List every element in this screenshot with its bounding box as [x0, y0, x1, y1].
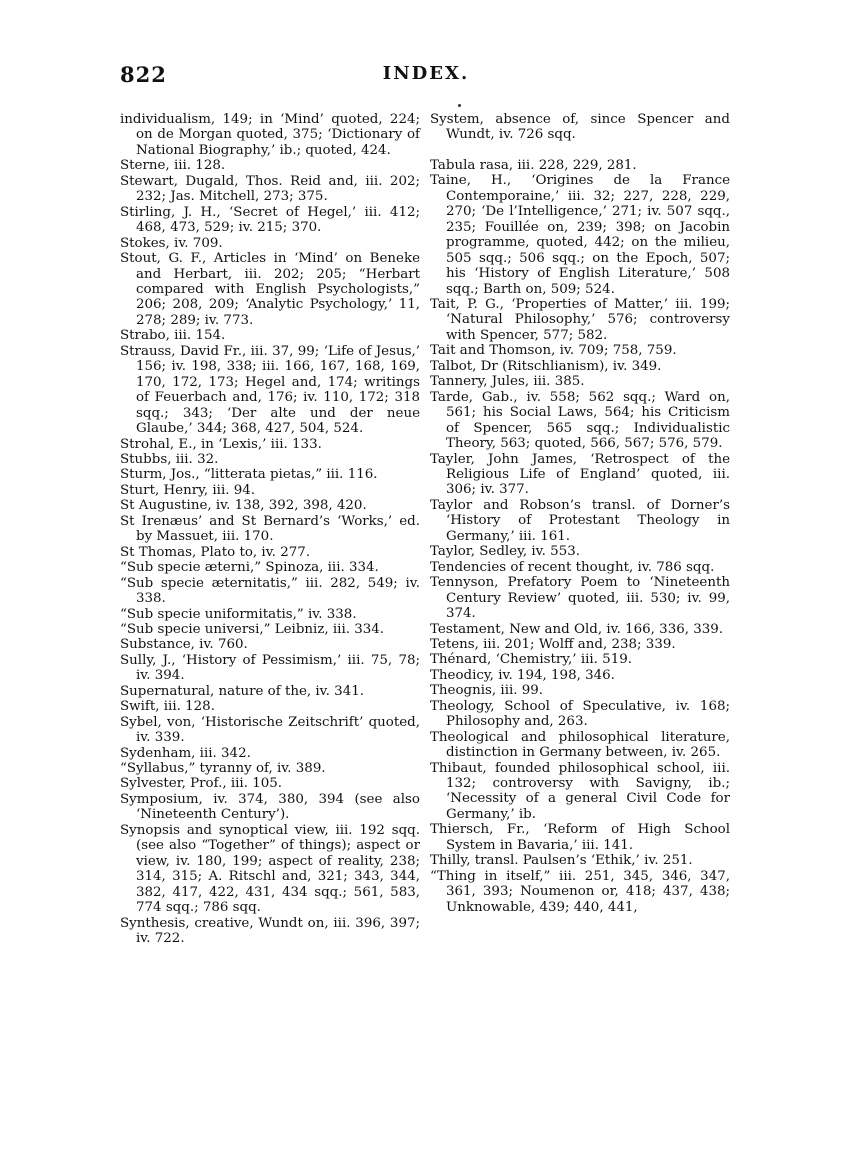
index-entry: Supernatural, nature of the, iv. 341. — [120, 683, 364, 699]
index-entry: Sylvester, Prof., iii. 105. — [120, 776, 283, 792]
index-entry: “Sub specie æternitatis,” iii. 282, 549; iv. 338. — [120, 575, 420, 607]
index-entry: “Sub specie universi,” Leibniz, iii. 334. — [120, 621, 385, 637]
index-entry: Tetens, iii. 201; Wolff and, 238; 339. — [430, 636, 676, 652]
index-entry: Swift, iii. 128. — [120, 699, 215, 715]
index-entry: Theognis, iii. 99. — [430, 683, 544, 699]
page-number: 822 — [120, 62, 167, 87]
index-entry: Theodicy, iv. 194, 198, 346. — [430, 667, 615, 683]
index-entry: St Irenæus’ and St Bernard’s ‘Works,’ ed. by Massuet, iii. 170. — [120, 513, 420, 545]
page-title: INDEX. — [382, 63, 470, 84]
index-entry: individualism, 149; in ‘Mind’ quoted, 224; on de Morgan quoted, 375; ‘Dictionary of National Biography,’ ib.; quoted, 424. — [120, 112, 420, 158]
index-entry: Strohal, E., in ‘Lexis,’ iii. 133. — [120, 436, 322, 452]
index-entry: “Sub specie uniformitatis,” iv. 338. — [120, 606, 357, 622]
index-entry: Testament, New and Old, iv. 166, 336, 339. — [430, 621, 724, 637]
index-entry: “Sub specie æterni,” Spinoza, iii. 334. — [120, 560, 379, 576]
page-header — [120, 62, 732, 92]
index-entry: Strauss, David Fr., iii. 37, 99; ‘Life of Jesus,’ 156; iv. 198, 338; iii. 166, 167, 168, 169, 170, 172, 173; Hegel and, 174; writings of Feuerbach and, 176; iv. 110, 172; 318 sqq.; 343; ‘Der alte und der neue Glaube,’ 344; 368, 427, 504, 524. — [120, 343, 420, 437]
index-entry: Thilly, transl. Paulsen’s ‘Ethik,’ iv. 251. — [430, 853, 693, 869]
index-entry: Sterne, iii. 128. — [120, 158, 226, 174]
index-entry: Theological and philosophical literature, distinction in Germany between, iv. 265. — [430, 729, 730, 761]
index-entry: Tait and Thomson, iv. 709; 758, 759. — [430, 343, 677, 359]
index-column-left — [120, 112, 420, 946]
index-entry: Sturt, Henry, iii. 94. — [120, 482, 256, 498]
index-entry: Thénard, ‘Chemistry,’ iii. 519. — [430, 652, 632, 668]
index-entry: Synthesis, creative, Wundt on, iii. 396, 397; iv. 722. — [120, 915, 420, 947]
index-entry: Sully, J., ‘History of Pessimism,’ iii. 75, 78; iv. 394. — [120, 652, 420, 684]
index-entry: Symposium, iv. 374, 380, 394 (see also ‘Nineteenth Century’). — [120, 791, 420, 823]
index-entry: Synopsis and synoptical view, iii. 192 sqq. (see also “Together” of things); aspect or view, iv. 180, 199; aspect of reality, 238; 314, 315; A. Ritschl and, 321; 343, 344, 382, 417, 422, 431, 434 sqq.; 561, 583, 774 sqq.; 786 sqq. — [120, 822, 420, 916]
index-entry: Taylor and Robson’s transl. of Dorner’s ‘History of Protestant Theology in Germany,’ iii. 161. — [430, 497, 730, 544]
index-entry: Tarde, Gab., iv. 558; 562 sqq.; Ward on, 561; his Social Laws, 564; his Criticism of Spencer, 565 sqq.; Individualistic Theory, 563; quoted, 566, 567; 576, 579. — [430, 389, 730, 452]
index-entry: Sydenham, iii. 342. — [120, 745, 251, 761]
index-entry: Theology, School of Speculative, iv. 168; Philosophy and, 263. — [430, 698, 730, 730]
index-entry: Thibaut, founded philosophical school, iii. 132; controversy with Savigny, ib.; ‘Necessity of a general Civil Code for Germany,’ ib. — [430, 760, 730, 822]
section-gap — [430, 143, 730, 158]
print-speck — [458, 104, 461, 107]
index-entry: Tabula rasa, iii. 228, 229, 281. — [430, 157, 637, 173]
index-entry: Taylor, Sedley, iv. 553. — [430, 544, 580, 560]
index-entry: Stokes, iv. 709. — [120, 235, 223, 251]
index-entry: Tayler, John James, ‘Retrospect of the Religious Life of England’ quoted, iii. 306; iv. 377. — [430, 451, 730, 498]
index-entry: Talbot, Dr (Ritschlianism), iv. 349. — [430, 358, 662, 374]
index-entry: System, absence of, since Spencer and Wundt, iv. 726 sqq. — [430, 112, 730, 143]
index-entry: Taine, H., ‘Origines de la France Contemporaine,’ iii. 32; 227, 228, 229, 270; ‘De l’Intelligence,’ 271; iv. 507 sqq., 235; Fouillée on, 239; 398; on Jacobin programme, quoted, 442; on the milieu, 505 sqq.; 506 sqq.; on the Epoch, 507; his ‘History of English Literature,’ 508 sqq.; Barth on, 509; 524. — [430, 173, 730, 297]
index-entry: “Syllabus,” tyranny of, iv. 389. — [120, 761, 326, 777]
index-entry: St Augustine, iv. 138, 392, 398, 420. — [120, 498, 367, 514]
index-entry: Tait, P. G., ‘Properties of Matter,’ iii. 199; ‘Natural Philosophy,’ 576; controversy with Spencer, 577; 582. — [430, 296, 730, 343]
index-entry: Stout, G. F., Articles in ‘Mind’ on Beneke and Herbart, iii. 202; 205; “Herbart compared with English Psychologists,” 206; 208, 209; ‘Analytic Psychology,’ 11, 278; 289; iv. 773. — [120, 251, 420, 328]
index-entry: Stirling, J. H., ‘Secret of Hegel,’ iii. 412; 468, 473, 529; iv. 215; 370. — [120, 204, 420, 236]
index-entry: St Thomas, Plato to, iv. 277. — [120, 544, 311, 560]
index-column-right — [430, 112, 730, 915]
index-entry: Sturm, Jos., “litterata pietas,” iii. 116. — [120, 467, 378, 483]
index-entry: Tennyson, Prefatory Poem to ‘Nineteenth Century Review’ quoted, iii. 530; iv. 99, 374. — [430, 575, 730, 622]
index-entry: Strabo, iii. 154. — [120, 328, 226, 344]
index-entry: Tendencies of recent thought, iv. 786 sqq. — [430, 559, 715, 575]
index-entry: Stewart, Dugald, Thos. Reid and, iii. 202; 232; Jas. Mitchell, 273; 375. — [120, 173, 420, 205]
index-entry: Thiersch, Fr., ‘Reform of High School System in Bavaria,’ iii. 141. — [430, 822, 730, 853]
index-entry: Substance, iv. 760. — [120, 637, 248, 653]
index-entry: Stubbs, iii. 32. — [120, 451, 219, 467]
index-entry: “Thing in itself,” iii. 251, 345, 346, 347, 361, 393; Noumenon or, 418; 437, 438; Unknowable, 439; 440, 441, — [430, 868, 730, 915]
index-entry: Tannery, Jules, iii. 385. — [430, 374, 585, 390]
index-entry: Sybel, von, ‘Historische Zeitschrift’ quoted, iv. 339. — [120, 714, 420, 746]
